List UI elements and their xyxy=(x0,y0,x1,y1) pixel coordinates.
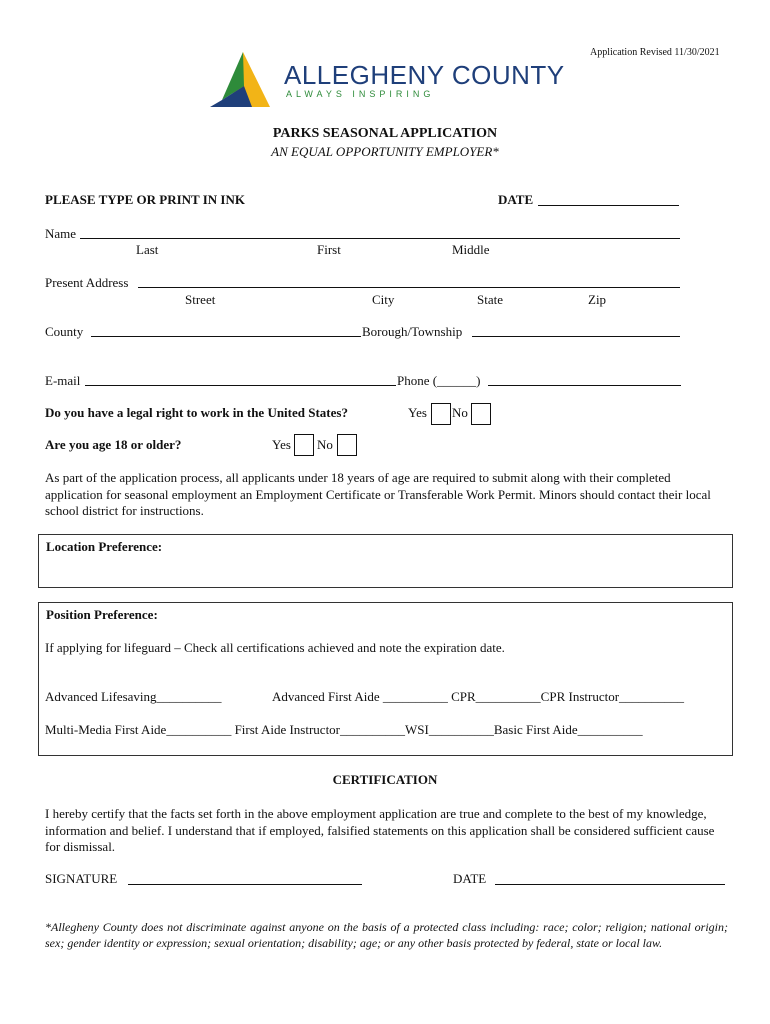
page-title: PARKS SEASONAL APPLICATION xyxy=(272,126,498,141)
legal-question: Do you have a legal right to work in the United States? xyxy=(45,405,348,420)
signature-field[interactable] xyxy=(128,884,362,885)
address-label: Present Address xyxy=(45,275,129,290)
address-street-label: Street xyxy=(185,292,216,307)
phone-label: Phone (______) xyxy=(397,373,481,388)
name-label: Name xyxy=(45,226,77,241)
address-state-label: State xyxy=(477,292,503,307)
address-city-label: City xyxy=(372,292,395,307)
legal-yes-checkbox[interactable] xyxy=(431,403,451,425)
name-last-label: Last xyxy=(136,242,159,257)
certification-text: I hereby certify that the facts set forth in the above employment application are true and complete to the best of my knowledge, information and belief. I understand that if employed, falsified statements on this application shall be considered sufficient cause for dismissal. xyxy=(45,806,715,854)
position-preference-box xyxy=(38,602,733,756)
county-field[interactable] xyxy=(91,336,361,337)
address-field[interactable] xyxy=(138,287,680,288)
borough-label: Borough/Township xyxy=(362,324,463,339)
logo-name: ALLEGHENY COUNTY xyxy=(284,60,565,90)
name-middle-label: Middle xyxy=(452,242,490,257)
location-label: Location Preference: xyxy=(46,539,163,554)
age-question: Are you age 18 or older? xyxy=(45,437,182,452)
county-label: County xyxy=(45,324,84,339)
address-zip-label: Zip xyxy=(588,292,607,307)
age-yes-checkbox[interactable] xyxy=(294,434,314,456)
legal-no-label: No xyxy=(452,405,468,420)
certs-row1-b[interactable]: Advanced First Aide __________ CPR__________CPR Instructor__________ xyxy=(272,689,685,704)
lifeguard-note: If applying for lifeguard – Check all certifications achieved and note the expiration date. xyxy=(45,640,505,655)
name-field[interactable] xyxy=(80,238,680,239)
email-field[interactable] xyxy=(85,385,396,386)
legal-yes-label: Yes xyxy=(408,405,427,420)
age-no-checkbox[interactable] xyxy=(337,434,357,456)
revision-date: Application Revised 11/30/2021 xyxy=(590,47,720,58)
date-field[interactable] xyxy=(538,205,679,206)
instruction: PLEASE TYPE OR PRINT IN INK xyxy=(45,192,245,207)
certification-title: CERTIFICATION xyxy=(332,772,438,787)
position-label: Position Preference: xyxy=(46,607,158,622)
age-no-label: No xyxy=(317,437,333,452)
logo-tagline: ALWAYS INSPIRING xyxy=(286,89,435,99)
date2-field[interactable] xyxy=(495,884,725,885)
page-subtitle: AN EQUAL OPPORTUNITY EMPLOYER* xyxy=(271,144,499,159)
signature-label: SIGNATURE xyxy=(45,871,118,886)
email-label: E-mail xyxy=(45,373,81,388)
allegheny-logo-icon xyxy=(208,50,278,110)
certs-row1-a[interactable]: Advanced Lifesaving__________ xyxy=(45,689,222,704)
minor-notice: As part of the application process, all applicants under 18 years of age are required to submit along with their completed application for seasonal employment an Employment Certificate or Transferable Work Permit. Minors should contact their local school district for instructions. xyxy=(45,470,711,518)
legal-no-checkbox[interactable] xyxy=(471,403,491,425)
date2-label: DATE xyxy=(453,871,487,886)
location-preference-box[interactable] xyxy=(38,534,733,588)
footnote: *Allegheny County does not discriminate against anyone on the basis of a protected class including: race; color; religion; national origin; sex; gender identity or expression; sexual orientation; disability; age; or any other basis protected by federal, state or local law. xyxy=(45,920,728,950)
name-first-label: First xyxy=(317,242,341,257)
phone-field[interactable] xyxy=(488,385,681,386)
borough-field[interactable] xyxy=(472,336,680,337)
age-yes-label: Yes xyxy=(272,437,291,452)
certs-row2[interactable]: Multi-Media First Aide__________ First Aide Instructor__________WSI__________Basic First Aide__________ xyxy=(45,722,643,737)
date-label: DATE xyxy=(498,192,534,207)
